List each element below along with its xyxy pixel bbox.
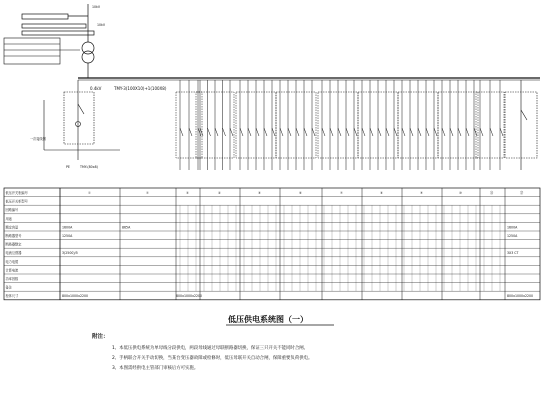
row-header: 断路器型号 [5, 234, 22, 238]
breaker-symbol [304, 128, 307, 136]
row-header: 额定容量 [5, 225, 19, 230]
incoming-supply [22, 4, 94, 78]
breaker-symbol [410, 128, 413, 136]
breaker-symbol [280, 128, 283, 136]
breaker-symbol [296, 128, 299, 136]
breaker-symbol [346, 128, 349, 136]
breaker-symbol [490, 128, 493, 136]
breaker-symbol [189, 128, 192, 136]
breaker-symbol [272, 128, 275, 136]
breaker-symbol [240, 128, 243, 136]
pe-bar-label: TMY-(80x8) [80, 165, 98, 169]
cell-breaker: 1250A [62, 234, 73, 238]
bus-spec-label: TMY-3(100X10)+1(100X8) [114, 86, 167, 91]
transformer-spec-box [4, 38, 80, 64]
breaker-symbol [223, 128, 226, 136]
column-number: ③ [186, 191, 189, 195]
breaker-symbol [322, 128, 325, 136]
breaker-symbol [378, 128, 381, 136]
breaker-symbol [330, 128, 333, 136]
cell-dimensions: 800x1000x2200 [62, 294, 89, 299]
column-number: ⑥ [299, 191, 302, 195]
cell-ct: 1250A [507, 234, 518, 238]
column-number: ⑩ [459, 191, 462, 195]
pe-label: PE [66, 165, 70, 169]
breaker-symbol [370, 128, 373, 136]
row-header: 回路编号 [5, 208, 19, 213]
cell-capacity: 1600A [62, 225, 73, 230]
breaker-symbol [426, 128, 429, 136]
breaker-symbol [354, 128, 357, 136]
column-number: ① [88, 191, 91, 195]
breaker-symbol [386, 128, 389, 136]
breaker-symbol [450, 128, 453, 136]
column-number: ⑫ [520, 191, 524, 195]
column-number: ⑪ [490, 191, 494, 195]
column-number: ⑤ [258, 191, 261, 195]
breaker-symbol [500, 128, 503, 136]
breaker-symbol [264, 128, 267, 136]
cell-breaker: 1600A [507, 225, 518, 230]
breaker-symbol [442, 128, 445, 136]
incomer-feeder [44, 80, 120, 160]
breaker-symbol [338, 128, 341, 136]
breaker-symbol [180, 128, 183, 136]
diagram-title: 低压供电系统图（一） [228, 315, 308, 324]
row-header: 断路器整定 [5, 242, 22, 247]
breaker-symbol [248, 128, 251, 136]
cell-dimensions: 800x1000x2200 [507, 294, 534, 299]
breaker-symbol [362, 128, 365, 136]
breaker-symbol [215, 128, 218, 136]
row-header: 用途 [5, 216, 12, 221]
cell-ct: 3(2500)/5 [62, 251, 78, 256]
breaker-symbol [288, 128, 291, 136]
breaker-symbol [256, 128, 259, 136]
breaker-symbol [312, 128, 315, 136]
note-2: 2、手柄联合开关手动切换，当某台变压器故障或检修时，低压母联开关自动合闸，保障重要负荷供电。 [112, 356, 313, 361]
table-frame [4, 188, 540, 300]
cell-value: 865A [122, 225, 131, 230]
column-number: ② [146, 191, 149, 195]
feeder-group [176, 80, 504, 170]
breaker-symbol [402, 128, 405, 136]
row-header: 电流互感器 [5, 251, 22, 256]
left-section-label: 一次接线图 [30, 137, 46, 141]
breaker-symbol [394, 128, 397, 136]
row-header: 低压开关柜型号 [5, 199, 28, 204]
column-number: ⑨ [420, 191, 423, 195]
breaker-symbol [418, 128, 421, 136]
circuit-table [4, 188, 540, 300]
note-1: 1、本低压供电系统为单母线分段供电，两段母线通过母联断路器切换，保证三只开关不能同时合闸。 [112, 346, 308, 351]
row-header: 计算电流 [5, 268, 19, 273]
column-number: ⑧ [380, 191, 383, 195]
note-3: 3、本图需经供电主管部门审核后方可实施。 [112, 366, 199, 371]
bus-voltage-label: 0.4kV [90, 86, 102, 91]
cell-ct: 3X3 CT [507, 251, 519, 256]
row-header: 柜体尺寸 [5, 294, 19, 299]
breaker-symbol [230, 128, 233, 136]
breaker-symbol [208, 128, 211, 136]
breaker-symbol [458, 128, 461, 136]
breaker-symbol [480, 128, 483, 136]
column-number: ⑦ [340, 191, 343, 195]
row-header: 功率因数 [5, 277, 19, 281]
right-incomer [505, 80, 537, 170]
incoming-voltage-label: 10kV [92, 5, 101, 9]
cell-dimensions: 800x1000x2200 [176, 294, 203, 299]
notes-heading: 附注： [92, 334, 109, 340]
breaker-symbol [434, 128, 437, 136]
breaker-symbol [466, 128, 469, 136]
row-header: 电力电缆 [5, 259, 19, 264]
primary-voltage-label: 10kV [97, 23, 106, 27]
row-header: 备注 [5, 285, 12, 290]
row-header: 低压开关柜编号 [5, 191, 28, 195]
breaker-symbol [474, 128, 477, 136]
column-number: ④ [218, 191, 221, 195]
